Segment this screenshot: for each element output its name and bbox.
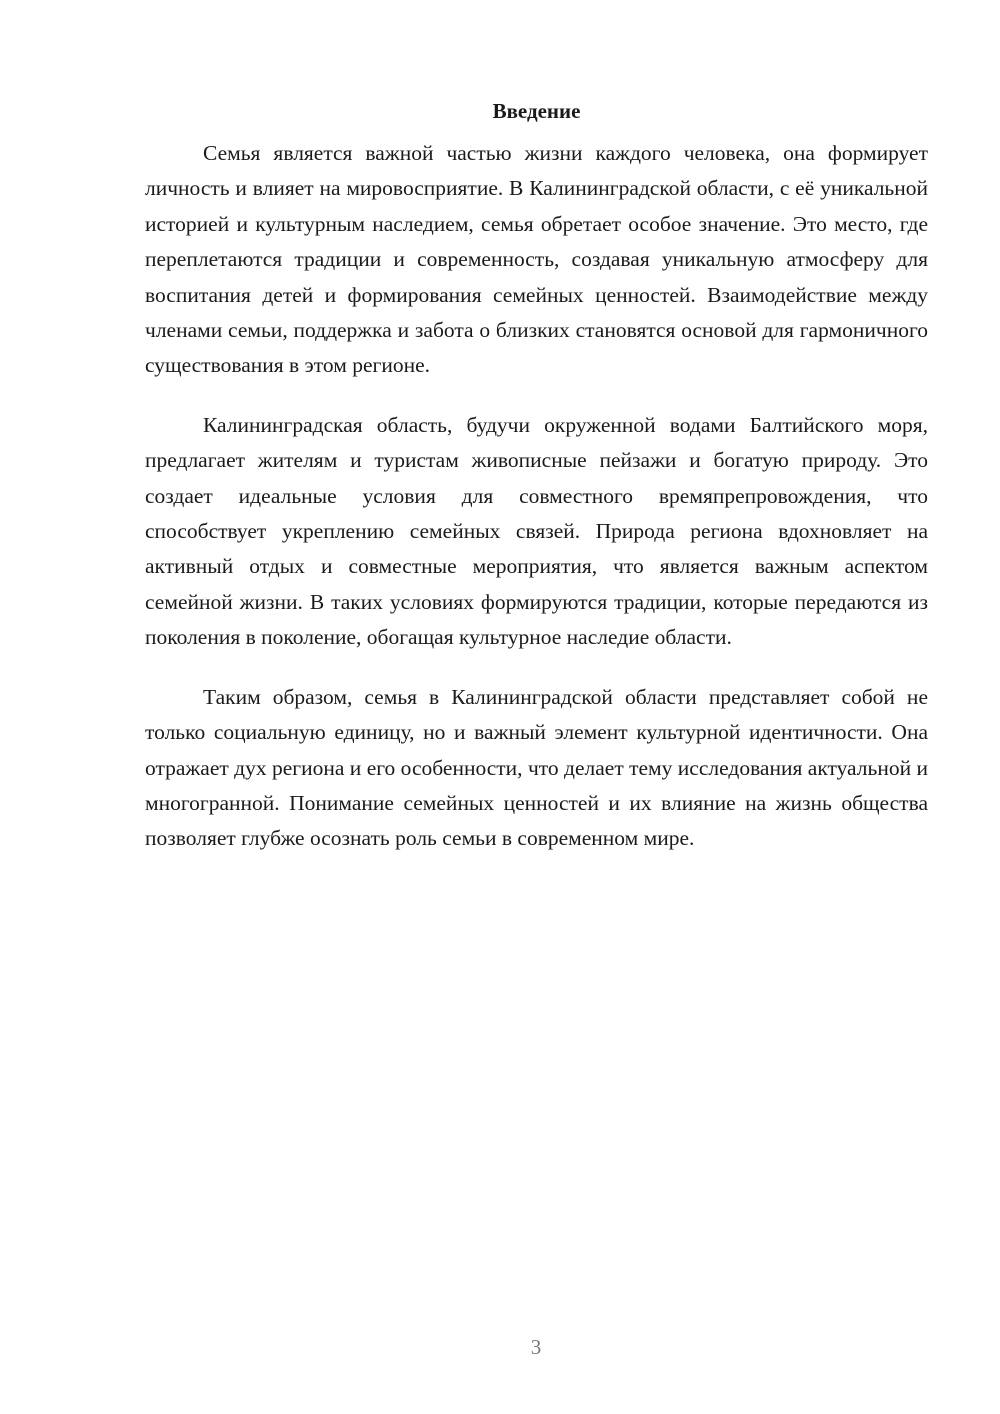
paragraph-2: Калининградская область, будучи окруженной водами Балтийского моря, предлагает жителям и туристам живописные пейзажи и богатую природу. Это создает идеальные условия для совместного времяпрепровождения, что способствует укреплению семейных связей. Природа региона вдохновляет на активный отдых и совместные мероприятия, что является важным аспектом семейной жизни. В таких условиях формируются традиции, которые передаются из поколения в поколение, обогащая культурное наследие области. [145, 412, 928, 650]
paragraph-1: Семья является важной частью жизни каждого человека, она формирует личность и влияет на мировосприятие. В Калининградской области, с её уникальной историей и культурным наследием, семья обретает особое значение. Это место, где переплетаются традиции и современность, создавая уникальную атмосферу для воспитания детей и формирования семейных ценностей. Взаимодействие между членами семьи, поддержка и забота о близких становятся основой для гармоничного существования в этом регионе. [145, 141, 928, 378]
paragraph-3: Таким образом, семья в Калининградской области представляет собой не только социальную единицу, но и важный элемент культурной идентичности. Она отражает дух региона и его особенности, что делает тему исследования актуальной и многогранной. Понимание семейных ценностей и их влияние на жизнь общества позволяет глубже осознать роль семьи в современном мире. [145, 684, 928, 851]
page-number: 3 [530, 1335, 542, 1359]
page-content [145, 94, 928, 881]
section-title: Введение [492, 99, 581, 123]
